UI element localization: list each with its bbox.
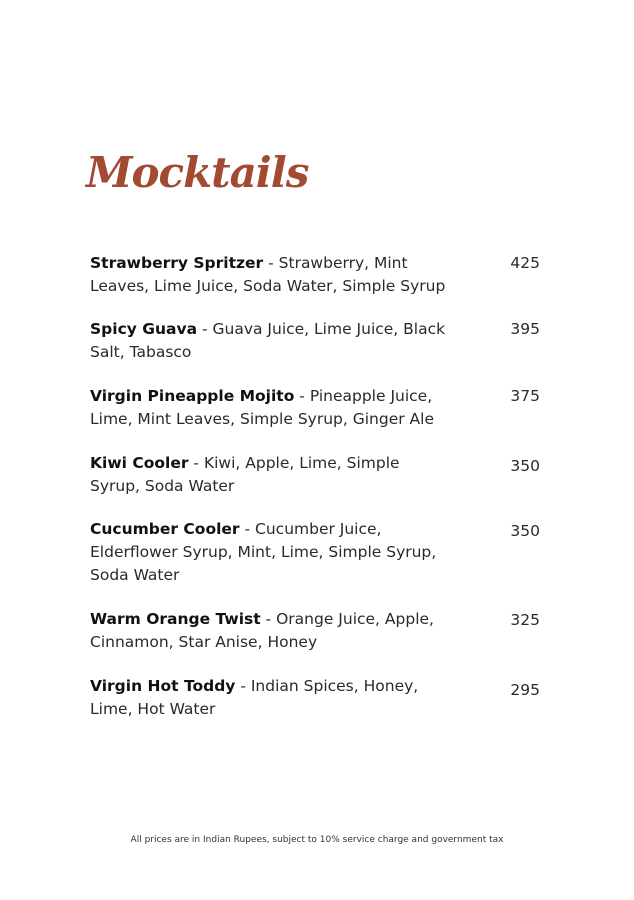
item-price: 375 xyxy=(510,387,540,405)
item-name: Kiwi Cooler xyxy=(90,454,189,472)
item-name: Virgin Hot Toddy xyxy=(90,677,236,695)
item-price: 295 xyxy=(510,681,540,699)
item-name: Warm Orange Twist xyxy=(90,610,261,628)
menu-item-warm-orange-twist xyxy=(90,608,450,654)
item-description: - Orange Juice, Apple, Cinnamon, Star Anise, Honey xyxy=(90,610,434,651)
menu-title: Mocktails xyxy=(86,148,309,197)
item-name: Virgin Pineapple Mojito xyxy=(90,387,295,405)
item-description: - Strawberry, Mint Leaves, Lime Juice, Soda Water, Simple Syrup xyxy=(90,254,446,295)
item-description: - Guava Juice, Lime Juice, Black Salt, Tabasco xyxy=(90,320,446,361)
item-description: - Cucumber Juice, Elderflower Syrup, Mint, Lime, Simple Syrup, Soda Water xyxy=(90,520,437,584)
item-name: Strawberry Spritzer xyxy=(90,254,264,272)
item-price: 425 xyxy=(510,254,540,272)
item-price: 350 xyxy=(510,522,540,540)
item-name: Spicy Guava xyxy=(90,320,198,338)
menu-item-kiwi-cooler xyxy=(90,452,450,498)
item-name: Cucumber Cooler xyxy=(90,520,240,538)
menu-item-virgin-hot-toddy xyxy=(90,675,450,721)
menu-item-strawberry-spritzer xyxy=(90,252,450,298)
menu-item-cucumber-cooler xyxy=(90,518,450,587)
item-description: - Pineapple Juice, Lime, Mint Leaves, Simple Syrup, Ginger Ale xyxy=(90,387,434,428)
item-price: 350 xyxy=(510,457,540,475)
price-disclaimer: All prices are in Indian Rupees, subject to 10% service charge and government tax xyxy=(130,835,504,845)
item-price: 395 xyxy=(510,320,540,338)
menu-item-virgin-pineapple-mojito xyxy=(90,385,450,431)
item-description: - Indian Spices, Honey, Lime, Hot Water xyxy=(90,677,419,718)
menu-item-spicy-guava xyxy=(90,318,450,364)
item-description: - Kiwi, Apple, Lime, Simple Syrup, Soda Water xyxy=(90,454,400,495)
item-price: 325 xyxy=(510,611,540,629)
